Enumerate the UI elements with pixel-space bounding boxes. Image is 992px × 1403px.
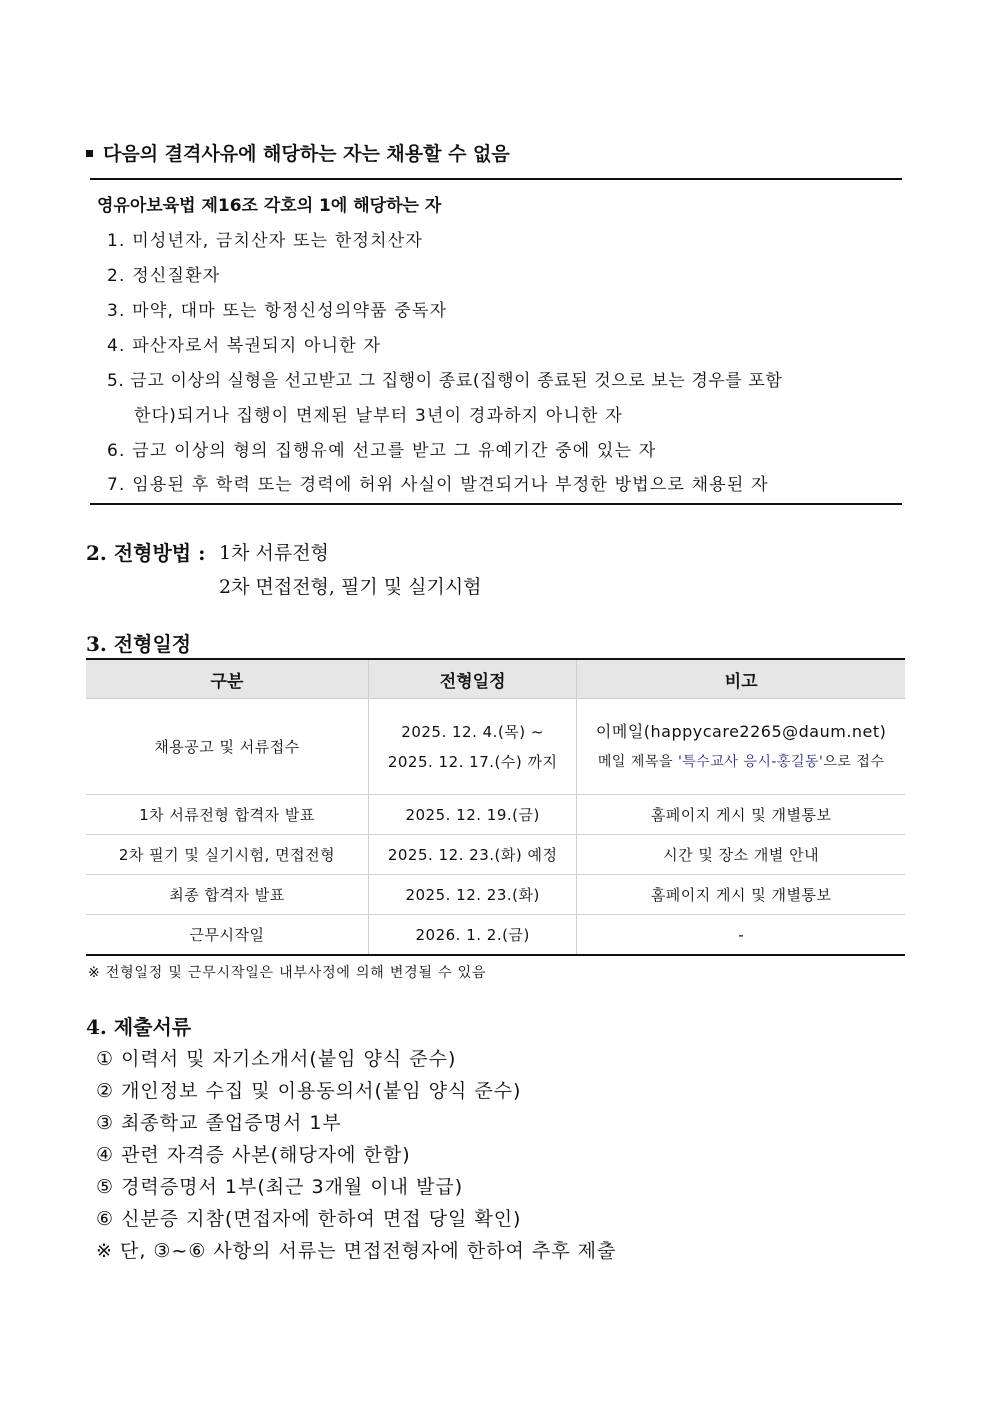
cell-date: 2025. 12. 23.(화) 예정 — [368, 835, 576, 875]
cell-date: 2025. 12. 23.(화) — [368, 875, 576, 915]
list-item: ① 이력서 및 자기소개서(붙임 양식 준수) — [96, 1048, 457, 1070]
list-item: ④ 관련 자격증 사본(해당자에 한함) — [96, 1144, 411, 1166]
cell-category: 채용공고 및 서류접수 — [86, 699, 368, 795]
email-subject-highlight: '특수교사 응시-홍길동' — [677, 753, 824, 770]
table-row — [86, 795, 905, 835]
top-rule — [90, 178, 902, 180]
schedule-footnote: ※ 전형일정 및 근무시작일은 내부사정에 의해 변경될 수 있음 — [88, 965, 487, 981]
cell-category: 2차 필기 및 실기시험, 면접전형 — [86, 835, 368, 875]
column-header: 전형일정 — [368, 659, 576, 699]
square-bullet-icon — [86, 150, 93, 157]
list-item: 7. 임용된 후 학력 또는 경력에 허위 사실이 발견되거나 부정한 방법으로 채용된 자 — [107, 475, 769, 495]
table-header-row — [86, 659, 905, 699]
list-item-continuation: 한다)되거나 집행이 면제된 날부터 3년이 경과하지 아니한 자 — [134, 406, 624, 426]
cell-note: 홈페이지 게시 및 개별통보 — [577, 875, 905, 915]
column-header: 비고 — [577, 659, 905, 699]
cell-note: 이메일(happycare2265@daum.net) 메일 제목을 '특수교사 응시-홍길동'으로 접수 — [577, 699, 905, 795]
cell-note: - — [577, 915, 905, 956]
list-item: 5. 금고 이상의 실형을 선고받고 그 집행이 종료(집행이 종료된 것으로 보는 경우를 포함 — [107, 371, 783, 391]
selection-step-2: 2차 면접전형, 필기 및 실기시험 — [219, 576, 482, 598]
disqualification-heading: 다음의 결격사유에 해당하는 자는 채용할 수 없음 — [86, 139, 510, 166]
law-title: 영유아보육법 제16조 각호의 1에 해당하는 자 — [97, 196, 442, 216]
list-item: ⑤ 경력증명서 1부(최근 3개월 이내 발급) — [96, 1176, 464, 1198]
table-row — [86, 875, 905, 915]
column-header: 구분 — [86, 659, 368, 699]
table-row — [86, 915, 905, 956]
schedule-table — [86, 658, 905, 956]
list-item: 6. 금고 이상의 형의 집행유예 선고를 받고 그 유예기간 중에 있는 자 — [107, 441, 657, 461]
list-item: ③ 최종학교 졸업증명서 1부 — [96, 1112, 342, 1134]
selection-method-heading: 2. 전형방법 : — [86, 541, 206, 565]
list-item: 3. 마약, 대마 또는 항정신성의약품 중독자 — [107, 301, 448, 321]
cell-date: 2025. 12. 4.(목) ~ 2025. 12. 17.(수) 까지 — [368, 699, 576, 795]
list-item: 2. 정신질환자 — [107, 266, 221, 286]
schedule-heading: 3. 전형일정 — [86, 632, 192, 656]
list-item: ⑥ 신분증 지참(면접자에 한하여 면접 당일 확인) — [96, 1208, 522, 1230]
cell-date: 2026. 1. 2.(금) — [368, 915, 576, 956]
cell-note: 시간 및 장소 개별 안내 — [577, 835, 905, 875]
selection-step-1: 1차 서류전형 — [219, 542, 329, 564]
table-row — [86, 699, 905, 795]
list-item: ② 개인정보 수집 및 이용동의서(붙임 양식 준수) — [96, 1080, 522, 1102]
cell-category: 1차 서류전형 합격자 발표 — [86, 795, 368, 835]
cell-category: 근무시작일 — [86, 915, 368, 956]
cell-date: 2025. 12. 19.(금) — [368, 795, 576, 835]
cell-note: 홈페이지 게시 및 개별통보 — [577, 795, 905, 835]
documents-footnote: ※ 단, ③~⑥ 사항의 서류는 면접전형자에 한하여 추후 제출 — [96, 1240, 617, 1262]
table-row — [86, 835, 905, 875]
list-item: 4. 파산자로서 복권되지 아니한 자 — [107, 336, 382, 356]
bottom-rule — [90, 503, 902, 505]
cell-category: 최종 합격자 발표 — [86, 875, 368, 915]
list-item: 1. 미성년자, 금치산자 또는 한정치산자 — [107, 231, 423, 251]
documents-heading: 4. 제출서류 — [86, 1015, 192, 1039]
